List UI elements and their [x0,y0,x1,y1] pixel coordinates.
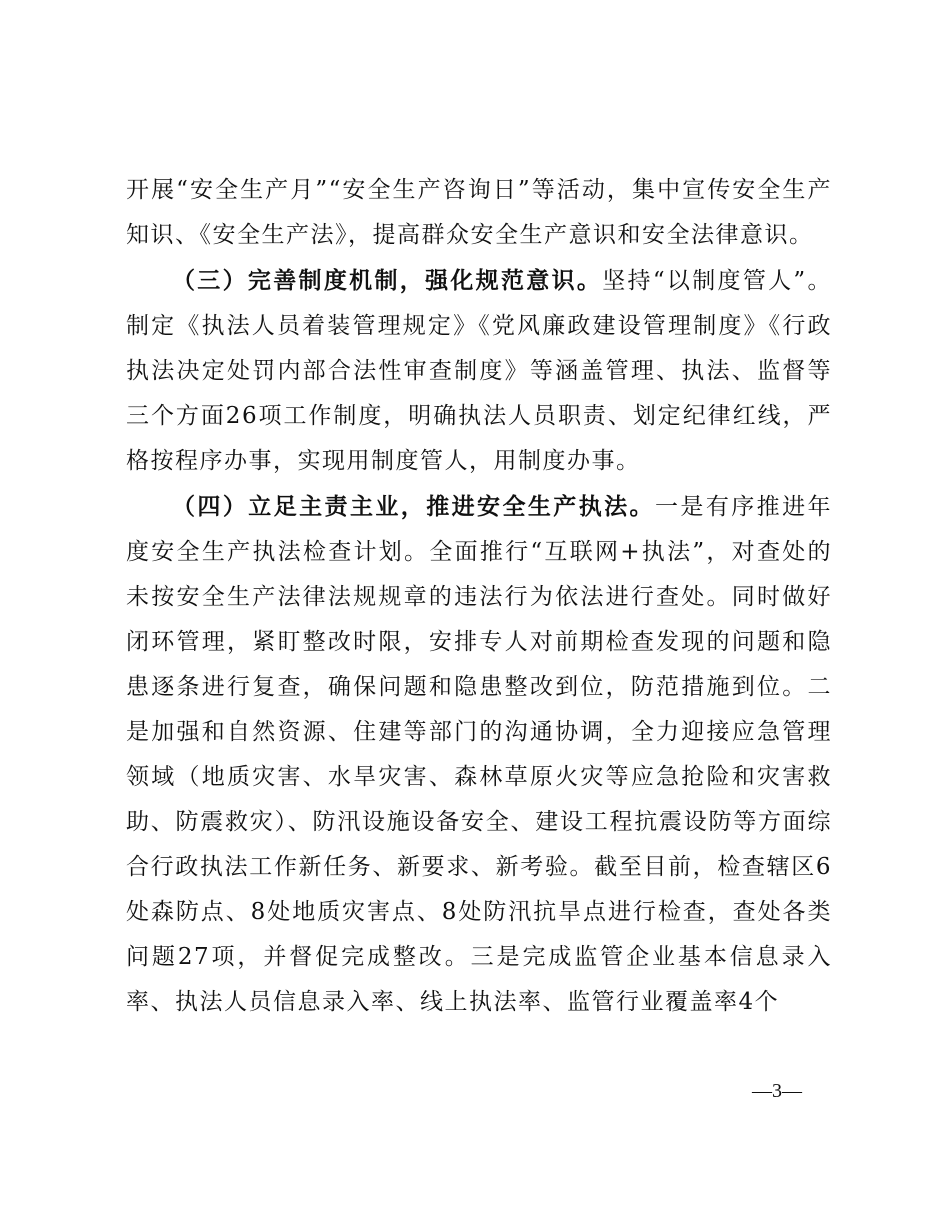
paragraph-3 [126,484,832,1025]
paragraph-2 [126,258,832,484]
document-body [126,168,832,1025]
section-4-heading: （四）立足主责主业，推进安全生产执法。 [172,493,655,520]
page-number: —3— [752,1080,802,1102]
paragraph-2-text: 坚持“以制度管人”。制定《执法人员着装管理规定》《党风廉政建设管理制度》《行政执法决定处罚内部合法性审查制度》等涵盖管理、执法、监督等三个方面26项工作制度，明确执法人员职责、划定纪律红线，严格按程序办事，实现用制度管人，用制度办事。 [126,268,832,474]
section-3-heading: （三）完善制度机制，强化规范意识。 [172,267,603,294]
paragraph-3-text: 一是有序推进年度安全生产执法检查计划。全面推行“互联网+执法”，对查处的未按安全生产法律法规规章的违法行为依法进行查处。同时做好闭环管理，紧盯整改时限，安排专人对前期检查发现的问题和隐患逐条进行复查，确保问题和隐患整改到位，防范措施到位。二是加强和自然资源、住建等部门的沟通协调，全力迎接应急管理领域（地质灾害、水旱灾害、森林草原火灾等应急抢险和灾害救助、防震救灾）、防汛设施设备安全、建设工程抗震设防等方面综合行政执法工作新任务、新要求、新考验。截至目前，检查辖区6处森防点、8处地质灾害点、8处防汛抗旱点进行检查，查处各类问题27项，并督促完成整改。三是完成监管企业基本信息录入率、执法人员信息录入率、线上执法率、监管行业覆盖率4个 [126,494,833,1015]
paragraph-1-text: 开展“安全生产月”“安全生产咨询日”等活动，集中宣传安全生产知识、《安全生产法》，提高群众安全生产意识和安全法律意识。 [126,177,832,248]
paragraph-1 [126,168,832,258]
